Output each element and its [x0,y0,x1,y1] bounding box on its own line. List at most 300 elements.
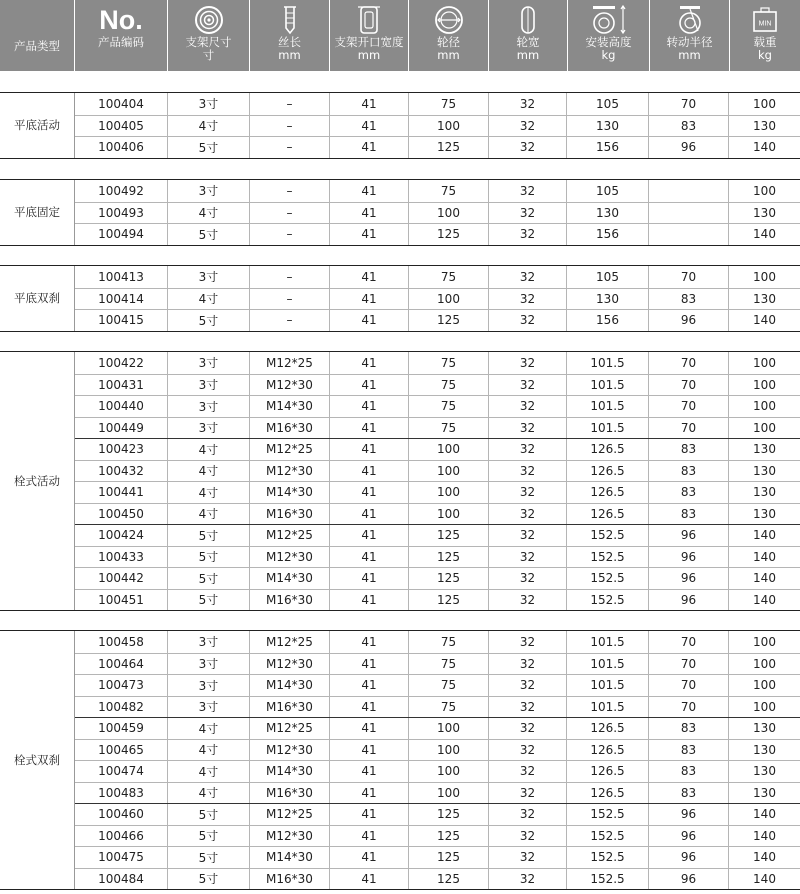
load-cell: 130 [753,442,776,457]
wheel-width-cell: 32 [489,654,567,675]
product-group [0,179,800,246]
load-cell: 140 [753,807,776,822]
product-code-cell: 100475 [75,847,168,868]
wheel-width-cell: 32 [489,418,567,439]
bracket-opening-cell: 41 [330,439,409,460]
load-cell: 100 [753,377,776,392]
bracket-opening-cell: 41 [330,310,409,331]
mount-height-cell: 152.5 [567,525,649,546]
table-row [75,524,800,546]
screw-length-cell: M14*30 [250,568,330,589]
bracket-size-cell: 4寸 [168,783,250,804]
table-row [75,674,800,696]
table-row [75,115,800,137]
product-code-cell: 100442 [75,568,168,589]
screw-length-cell: M12*30 [250,461,330,482]
table-row [75,266,800,288]
wheel-diameter-cell: 125 [409,590,489,611]
mount-height-cell: 156 [567,310,649,331]
wheel-width-cell: 32 [489,547,567,568]
table-row [75,417,800,439]
bracket-size-cell: 4寸 [168,482,250,503]
group-name: 平底双刹 [0,266,75,331]
bracket-size-cell: 4寸 [168,461,250,482]
bracket-opening-cell: 41 [330,740,409,761]
swivel-radius-cell: 83 [649,116,729,137]
load-cell: 130 [753,205,776,220]
weight-icon [730,3,800,37]
table-row [75,180,800,202]
bracket-opening-cell: 41 [330,504,409,525]
weight-icon-text: MIN [758,20,772,28]
wheel-diameter-cell: 75 [409,675,489,696]
wheel-diameter-cell: 75 [409,654,489,675]
product-code-cell: 100459 [75,718,168,739]
table-row [75,696,800,718]
product-code-cell: 100449 [75,418,168,439]
product-code-cell: 100451 [75,590,168,611]
load-cell: 140 [753,592,776,607]
wheel-diameter-cell: 100 [409,783,489,804]
product-code-cell: 100494 [75,224,168,245]
wheel-diameter-cell: 125 [409,547,489,568]
group-name: 平底活动 [0,93,75,158]
bracket-opening-cell: 41 [330,804,409,825]
bracket-opening-cell: 41 [330,783,409,804]
mount-height-cell: 101.5 [567,697,649,718]
bracket-opening-cell: 41 [330,203,409,224]
wheel-width-cell: 32 [489,310,567,331]
mount-height-cell: 126.5 [567,482,649,503]
header-screw-length-unit: mm [278,48,301,62]
wheel-diameter-cell: 125 [409,869,489,890]
mount-height-cell: 101.5 [567,352,649,374]
bracket-size-cell: 5寸 [168,224,250,245]
load-cell: 100 [753,699,776,714]
swivel-radius-cell: 83 [649,504,729,525]
screw-length-cell: – [250,266,330,288]
swivel-radius-cell: 83 [649,461,729,482]
table-row [75,438,800,460]
product-code-cell: 100413 [75,266,168,288]
bracket-opening-cell: 41 [330,568,409,589]
wheel-width-cell: 32 [489,93,567,115]
load-cell: 130 [753,785,776,800]
mount-height-cell: 152.5 [567,847,649,868]
load-cell: 140 [753,140,776,155]
header-wheel-diameter-label: 轮径 [437,35,460,49]
mount-height-cell: 152.5 [567,804,649,825]
wheel-width-cell: 32 [489,266,567,288]
wheel-diameter-cell: 100 [409,203,489,224]
screw-length-cell: M16*30 [250,869,330,890]
product-code-cell: 100484 [75,869,168,890]
swivel-radius-cell: 96 [649,869,729,890]
bracket-size-cell: 3寸 [168,631,250,653]
bracket-opening-cell: 41 [330,631,409,653]
wheel-width-cell: 32 [489,180,567,202]
wheel-diameter-cell: 75 [409,266,489,288]
load-cell: 100 [753,355,776,370]
wheel-diameter-cell: 125 [409,224,489,245]
header-mount-height [568,0,650,71]
load-cell: 130 [753,485,776,500]
wheel-width-cell: 32 [489,504,567,525]
swivel-radius-cell: 83 [649,740,729,761]
mount-height-cell: 101.5 [567,396,649,417]
mount-height-cell: 105 [567,180,649,202]
product-code-cell: 100404 [75,93,168,115]
screw-length-cell: M12*25 [250,525,330,546]
bracket-opening-cell: 41 [330,826,409,847]
wheel-width-cell: 32 [489,289,567,310]
product-code-cell: 100465 [75,740,168,761]
table-row [75,481,800,503]
wheel-width-cell: 32 [489,116,567,137]
screw-length-cell: M12*25 [250,718,330,739]
wheel-diameter-cell: 125 [409,137,489,158]
screw-length-cell: M14*30 [250,482,330,503]
bracket-size-cell: 4寸 [168,289,250,310]
wheel-diameter-cell: 100 [409,439,489,460]
load-cell: 140 [753,313,776,328]
bracket-opening-cell: 41 [330,137,409,158]
bracket-size-cell: 4寸 [168,203,250,224]
table-row [75,717,800,739]
wheel-width-cell: 32 [489,718,567,739]
screw-length-cell: – [250,116,330,137]
bracket-opening-cell: 41 [330,654,409,675]
swivel-radius-cell: 83 [649,783,729,804]
bracket-opening-cell: 41 [330,461,409,482]
bracket-size-cell: 5寸 [168,826,250,847]
bracket-size-cell: 5寸 [168,137,250,158]
wheel-diameter-cell: 75 [409,697,489,718]
bracket-opening-cell: 41 [330,847,409,868]
product-code-cell: 100433 [75,547,168,568]
bracket-size-cell: 3寸 [168,180,250,202]
product-group [0,351,800,611]
table-row [75,309,800,331]
table-row [75,589,800,611]
load-cell: 140 [753,871,776,886]
bracket-size-cell: 3寸 [168,93,250,115]
mount-height-cell: 101.5 [567,654,649,675]
bracket-opening-cell: 41 [330,697,409,718]
header-swivel-radius [650,0,730,71]
screw-length-cell: M14*30 [250,396,330,417]
bracket-opening-cell: 41 [330,224,409,245]
load-cell: 140 [753,571,776,586]
product-code-cell: 100492 [75,180,168,202]
header-wheel-diameter-unit: mm [437,48,460,62]
swivel-radius-cell: 83 [649,761,729,782]
wheel-diameter-cell: 100 [409,718,489,739]
product-code-cell: 100483 [75,783,168,804]
swivel-radius-cell: 70 [649,631,729,653]
screw-length-cell: M12*30 [250,547,330,568]
bracket-size-cell: 5寸 [168,547,250,568]
screw-length-cell: – [250,203,330,224]
bracket-size-cell: 4寸 [168,761,250,782]
wheel-width-icon [489,3,567,37]
screw-length-cell: M12*25 [250,352,330,374]
load-cell: 140 [753,549,776,564]
header-screw-length [250,0,330,71]
wheel-width-cell: 32 [489,482,567,503]
mount-height-cell: 130 [567,203,649,224]
bracket-opening-cell: 41 [330,266,409,288]
wheel-width-cell: 32 [489,761,567,782]
mount-height-cell: 126.5 [567,461,649,482]
bracket-opening-cell: 41 [330,590,409,611]
bracket-size-cell: 3寸 [168,266,250,288]
bracket-size-cell: 5寸 [168,310,250,331]
wheel-diameter-cell: 125 [409,310,489,331]
load-cell: 100 [753,420,776,435]
table-row [75,288,800,310]
screw-length-cell: M12*30 [250,375,330,396]
mount-height-cell: 126.5 [567,761,649,782]
mount-height-cell: 126.5 [567,783,649,804]
wheel-width-cell: 32 [489,375,567,396]
load-cell: 130 [753,742,776,757]
load-cell: 130 [753,118,776,133]
swivel-radius-cell: 96 [649,847,729,868]
wheel-diameter-cell: 125 [409,804,489,825]
no-logo-text: No. [99,5,143,35]
swivel-radius-cell: 96 [649,590,729,611]
mount-height-cell: 105 [567,93,649,115]
wheel-diameter-cell: 75 [409,418,489,439]
product-code-cell: 100464 [75,654,168,675]
bracket-size-cell: 5寸 [168,568,250,589]
group-name: 栓式活动 [0,352,75,610]
swivel-radius-cell: 83 [649,439,729,460]
wheel-width-cell: 32 [489,675,567,696]
mount-height-cell: 130 [567,289,649,310]
bracket-opening-cell: 41 [330,289,409,310]
header-load-label: 载重 [753,35,777,49]
bracket-size-cell: 3寸 [168,396,250,417]
bracket-opening-cell: 41 [330,482,409,503]
wheel-diameter-cell: 125 [409,568,489,589]
table-row [75,739,800,761]
wheel-diameter-cell: 75 [409,396,489,417]
header-bracket-size-unit: 寸 [202,48,215,62]
swivel-radius-cell: 96 [649,137,729,158]
header-bracket-opening [330,0,409,71]
table-row [75,202,800,224]
screw-length-cell: M16*30 [250,504,330,525]
mount-height-cell: 152.5 [567,590,649,611]
mount-height-cell: 101.5 [567,675,649,696]
product-code-cell: 100482 [75,697,168,718]
swivel-radius-cell: 70 [649,396,729,417]
product-group [0,630,800,890]
screw-length-cell: M16*30 [250,697,330,718]
load-cell: 100 [753,634,776,649]
table-row [75,653,800,675]
mount-height-cell: 126.5 [567,504,649,525]
wheel-width-cell: 32 [489,783,567,804]
mount-height-cell: 152.5 [567,547,649,568]
product-code-cell: 100414 [75,289,168,310]
mount-height-cell: 101.5 [567,418,649,439]
swivel-radius-cell: 96 [649,804,729,825]
wheel-diameter-cell: 75 [409,375,489,396]
wheel-width-cell: 32 [489,224,567,245]
product-code-cell: 100458 [75,631,168,653]
product-code-cell: 100473 [75,675,168,696]
header-swivel-radius-unit: mm [678,48,701,62]
swivel-radius-cell: 96 [649,826,729,847]
wheel-diameter-cell: 125 [409,826,489,847]
product-code-cell: 100422 [75,352,168,374]
wheel-diameter-cell: 100 [409,116,489,137]
bracket-opening-cell: 41 [330,375,409,396]
wheel-diameter-cell: 125 [409,525,489,546]
header-mount-height-label: 安装高度 [585,35,632,49]
screw-length-cell: M12*25 [250,804,330,825]
header-bracket-opening-label: 支架开口宽度 [334,35,404,49]
wheel-diameter-cell: 100 [409,461,489,482]
wheel-width-cell: 32 [489,826,567,847]
product-code-cell: 100405 [75,116,168,137]
table-row [75,503,800,525]
header-mount-height-unit: kg [601,48,616,62]
bracket-size-cell: 5寸 [168,847,250,868]
product-code-cell: 100424 [75,525,168,546]
load-cell: 130 [753,764,776,779]
mount-height-cell: 156 [567,224,649,245]
bracket-size-cell: 4寸 [168,439,250,460]
screw-length-cell: – [250,289,330,310]
bracket-opening-cell: 41 [330,418,409,439]
header-wheel-width [489,0,568,71]
group-name: 平底固定 [0,180,75,245]
mount-height-cell: 130 [567,116,649,137]
header-type-label: 产品类型 [14,39,60,53]
header-wheel-width-unit: mm [516,48,540,62]
bracket-opening-cell: 41 [330,761,409,782]
bracket-size-cell: 5寸 [168,804,250,825]
bracket-size-cell: 5寸 [168,869,250,890]
wheel-diameter-cell: 100 [409,504,489,525]
swivel-radius-cell: 96 [649,525,729,546]
header-bracket-size [168,0,250,71]
wheel-diameter-cell: 100 [409,482,489,503]
screw-length-cell: M12*25 [250,631,330,653]
bracket-opening-cell: 41 [330,93,409,115]
table-row [75,803,800,825]
wheel-width-cell: 32 [489,697,567,718]
mount-height-cell: 126.5 [567,718,649,739]
wheel-width-cell: 32 [489,137,567,158]
product-code-cell: 100415 [75,310,168,331]
wheel-width-cell: 32 [489,352,567,374]
table-row [75,846,800,868]
bracket-opening-icon [330,3,408,37]
load-cell: 100 [753,269,776,284]
wheel-width-cell: 32 [489,740,567,761]
wheel-diameter-cell: 100 [409,761,489,782]
swivel-radius-cell: 83 [649,482,729,503]
wheel-width-cell: 32 [489,203,567,224]
wheel-width-cell: 32 [489,847,567,868]
product-group [0,92,800,159]
swivel-radius-cell: 70 [649,352,729,374]
bracket-opening-cell: 41 [330,525,409,546]
bracket-opening-cell: 41 [330,547,409,568]
swivel-radius-cell: 83 [649,289,729,310]
wheel-diameter-cell: 75 [409,180,489,202]
header-swivel-radius-label: 转动半径 [666,35,713,49]
product-code-cell: 100432 [75,461,168,482]
product-code-cell: 100431 [75,375,168,396]
load-cell: 140 [753,828,776,843]
swivel-radius-cell: 70 [649,418,729,439]
product-code-cell: 100493 [75,203,168,224]
screw-length-cell: M14*30 [250,761,330,782]
table-row [75,136,800,158]
bracket-size-cell: 5寸 [168,590,250,611]
mount-height-cell: 156 [567,137,649,158]
product-code-cell: 100441 [75,482,168,503]
wheel-width-cell: 32 [489,568,567,589]
load-cell: 140 [753,227,776,242]
bracket-opening-cell: 41 [330,352,409,374]
table-row [75,825,800,847]
product-code-cell: 100460 [75,804,168,825]
screw-length-cell: M16*30 [250,783,330,804]
mount-height-cell: 126.5 [567,740,649,761]
wheel-diameter-cell: 100 [409,289,489,310]
screw-length-cell: M12*30 [250,740,330,761]
bracket-opening-cell: 41 [330,396,409,417]
bracket-size-cell: 3寸 [168,654,250,675]
bracket-opening-cell: 41 [330,180,409,202]
swivel-radius-cell [649,203,729,224]
load-cell: 100 [753,678,776,693]
bracket-opening-cell: 41 [330,869,409,890]
wheel-width-cell: 32 [489,525,567,546]
wheel-diameter-cell: 75 [409,352,489,374]
table-row [75,782,800,804]
table-row [75,631,800,653]
table-row [75,567,800,589]
wheel-face-icon [168,3,249,37]
bracket-size-cell: 3寸 [168,675,250,696]
table-row [75,760,800,782]
wheel-width-cell: 32 [489,439,567,460]
wheel-width-cell: 32 [489,461,567,482]
wheel-width-cell: 32 [489,804,567,825]
mount-height-icon [568,3,649,37]
product-code-cell: 100423 [75,439,168,460]
header-wheel-diameter [409,0,489,71]
swivel-radius-cell [649,224,729,245]
screw-length-cell: – [250,224,330,245]
swivel-radius-cell: 70 [649,266,729,288]
bracket-opening-cell: 41 [330,718,409,739]
header-bracket-size-label: 支架尺寸 [185,35,232,49]
header-load-unit: kg [758,48,772,62]
bracket-size-cell: 3寸 [168,352,250,374]
table-row [75,223,800,245]
mount-height-cell: 105 [567,266,649,288]
bracket-size-cell: 3寸 [168,697,250,718]
